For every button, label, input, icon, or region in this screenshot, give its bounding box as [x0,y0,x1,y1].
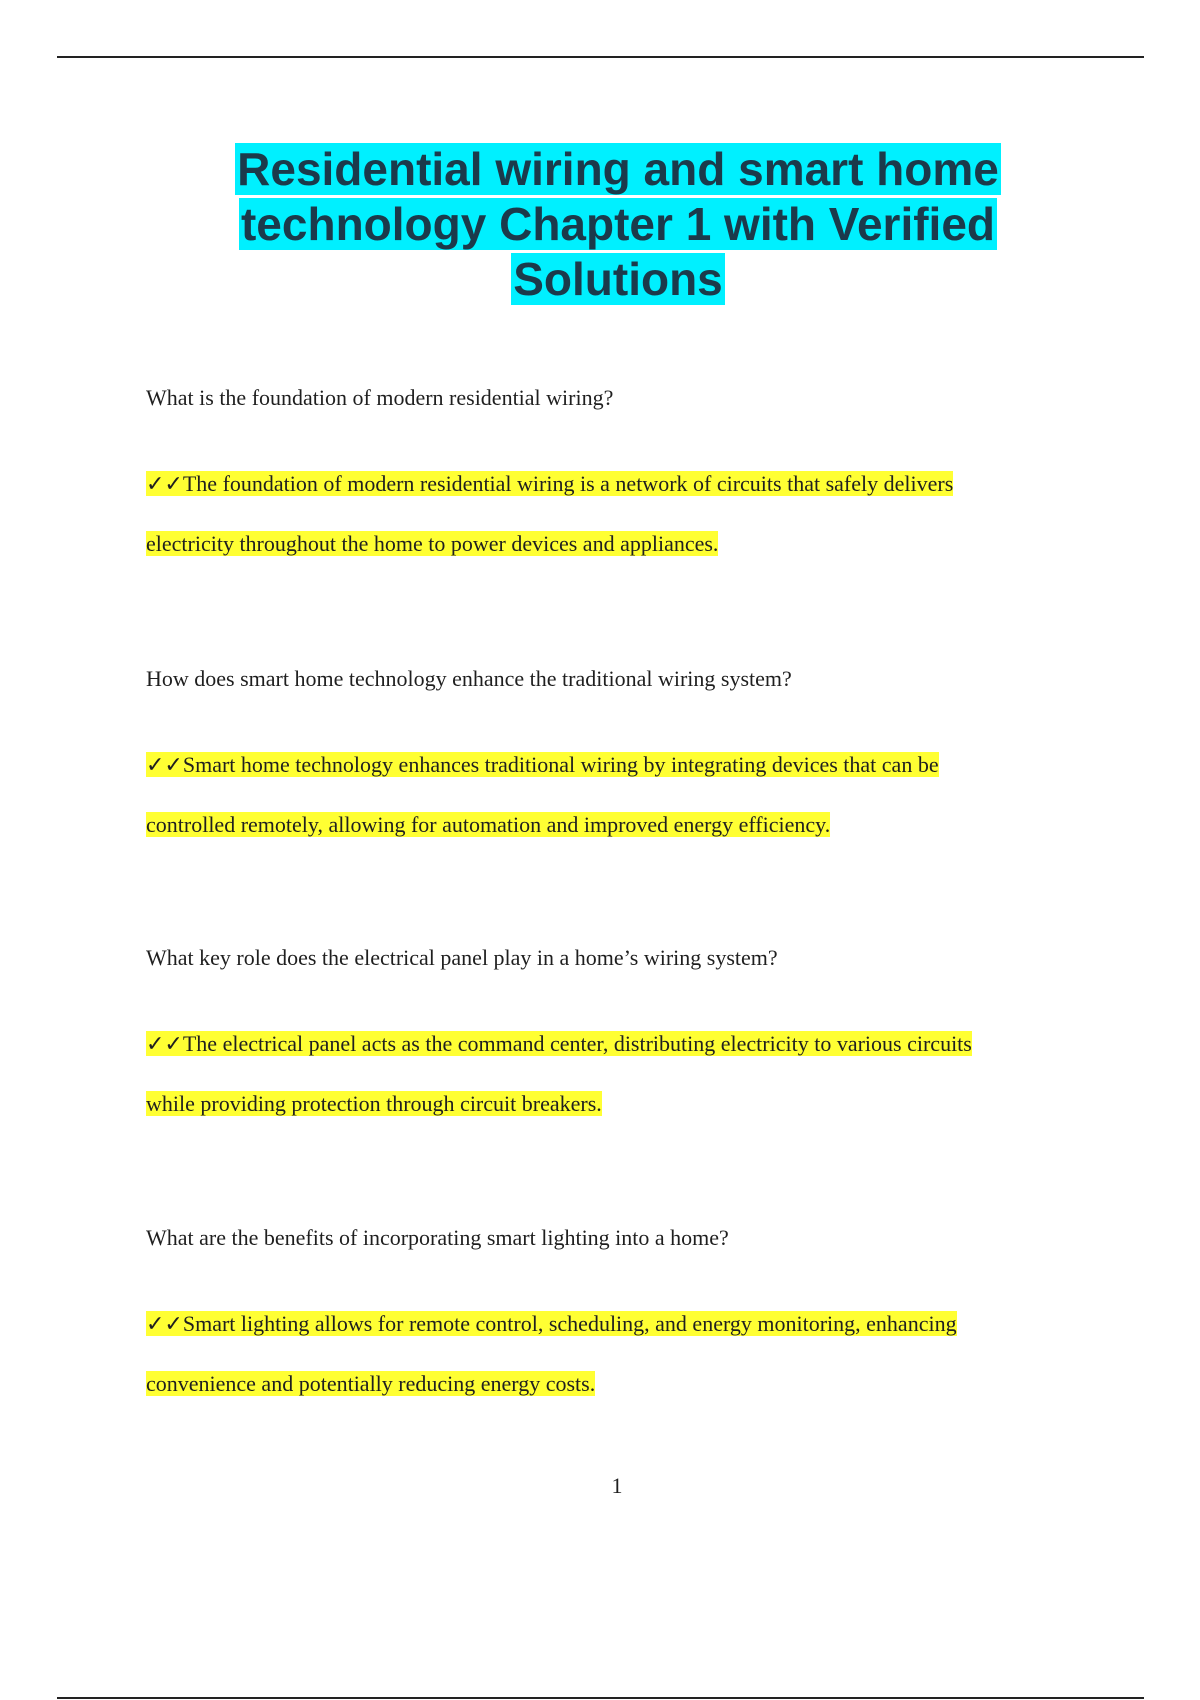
qa-item-1 [146,384,1066,574]
answer-4-line-1: ✓✓Smart lighting allows for remote control, scheduling, and energy monitoring, enhancing [146,1311,957,1336]
title-line-2: technology Chapter 1 with Verified [240,198,995,250]
answer-1 [146,454,1066,574]
document-title [150,142,1086,307]
question-2: How does smart home technology enhance the traditional wiring system? [146,666,792,691]
title-line-3: Solutions [513,253,723,305]
answer-3 [146,1014,1066,1134]
answer-1-line-1: ✓✓The foundation of modern residential wiring is a network of circuits that safely delivers [146,471,954,496]
question-3: What key role does the electrical panel play in a home’s wiring system? [146,945,778,970]
answer-4-line-2: convenience and potentially reducing energy costs. [146,1371,596,1396]
qa-item-3 [146,944,1066,1134]
page-number: 1 [611,1473,623,1498]
bottom-rule [57,1697,1144,1699]
qa-item-2 [146,665,1066,855]
question-1: What is the foundation of modern residential wiring? [146,385,614,410]
answer-2-line-1: ✓✓Smart home technology enhances traditional wiring by integrating devices that can be [146,752,939,777]
answer-2 [146,735,1066,855]
qa-item-4 [146,1224,1066,1414]
answer-3-line-2: while providing protection through circuit breakers. [146,1091,602,1116]
answer-4 [146,1294,1066,1414]
answer-3-line-1: ✓✓The electrical panel acts as the command center, distributing electricity to various circuits [146,1031,972,1056]
title-line-1: Residential wiring and smart home [237,143,999,195]
answer-2-line-2: controlled remotely, allowing for automation and improved energy efficiency. [146,812,831,837]
answer-1-line-2: electricity throughout the home to power devices and appliances. [146,531,719,556]
question-4: What are the benefits of incorporating smart lighting into a home? [146,1225,729,1250]
top-rule [57,56,1144,58]
